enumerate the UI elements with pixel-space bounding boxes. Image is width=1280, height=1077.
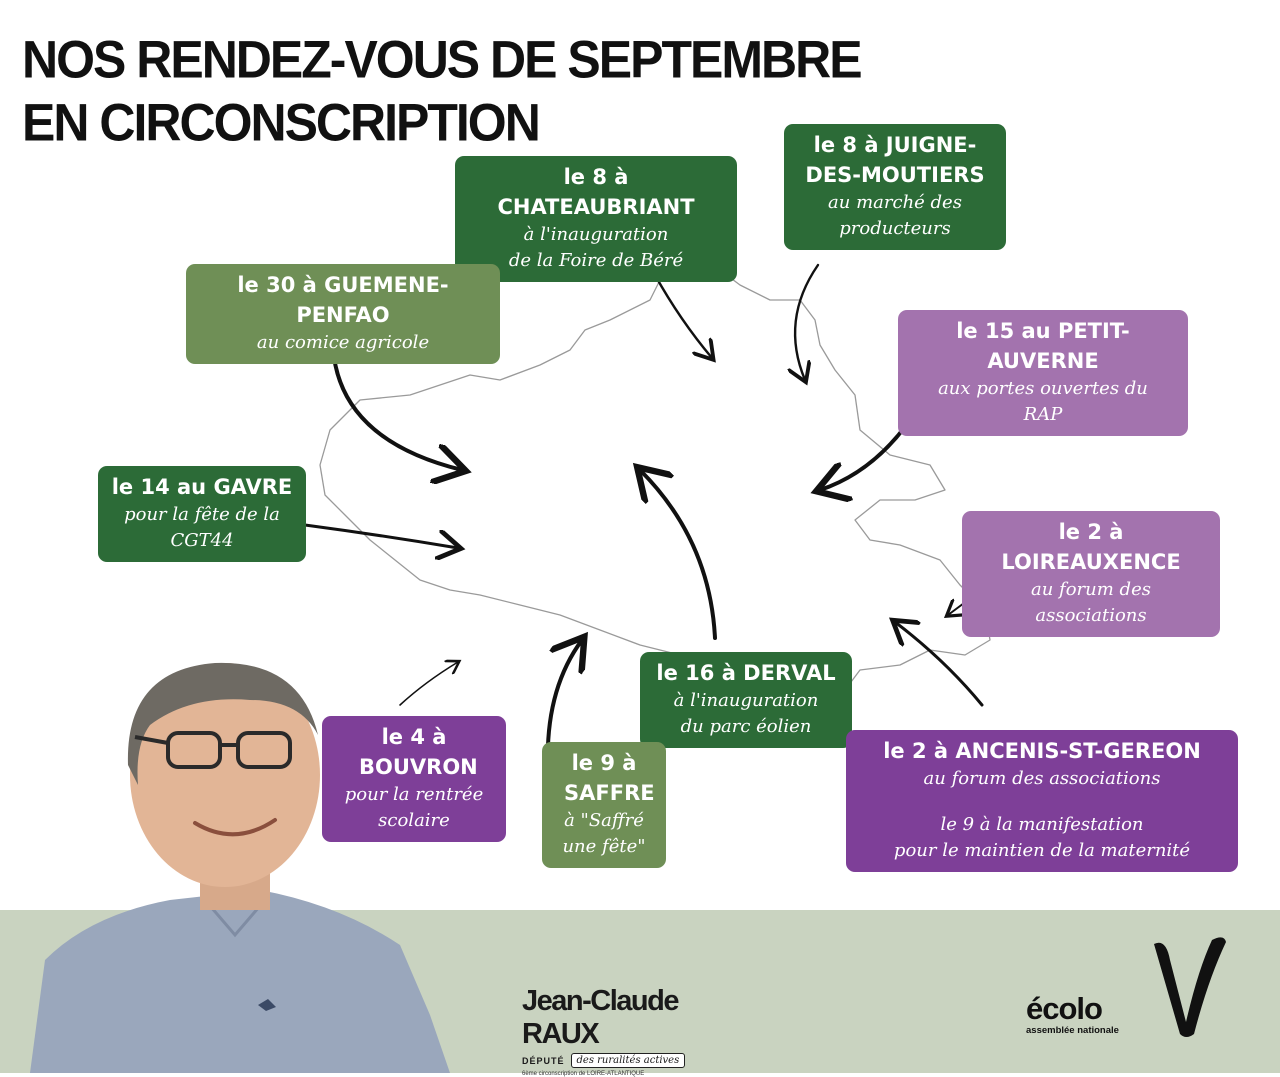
event-date-place: le 2 à LOIREAUXENCE xyxy=(1001,520,1181,574)
arrow-chateaubriant xyxy=(655,275,712,358)
event-date-place: le 8 à CHATEAUBRIANT xyxy=(497,165,695,219)
event-derval xyxy=(640,652,852,748)
event-date-place: le 15 au PETIT-AUVERNE xyxy=(956,319,1130,373)
event-desc: le 9 à la manifestation xyxy=(940,814,1144,835)
event-petit-auverne xyxy=(898,310,1188,436)
event-desc: une fête" xyxy=(562,836,646,857)
event-date-place: le 4 à BOUVRON xyxy=(359,725,478,779)
event-desc: du parc éolien xyxy=(680,716,812,737)
event-ancenis-st-gereon xyxy=(846,730,1238,872)
event-desc: pour la rentrée xyxy=(344,784,484,805)
deputy-tagline: des ruralités actives xyxy=(571,1053,686,1068)
deputy-photo xyxy=(0,615,478,1073)
arrow-derval xyxy=(640,470,715,638)
deputy-circonscription: 6ème circonscription de LOIRE-ATLANTIQUE xyxy=(522,1071,645,1077)
event-desc: RAP xyxy=(1023,404,1063,425)
event-desc: pour la fête de la xyxy=(124,504,280,525)
event-desc: au comice agricole xyxy=(256,332,430,353)
party-subtitle: assemblée nationale xyxy=(1026,1025,1119,1036)
page-title: NOS RENDEZ-VOUS DE SEPTEMBRE EN CIRCONSCRIPTION xyxy=(22,30,861,152)
deputy-brand xyxy=(522,985,752,1077)
arrow-gavre xyxy=(305,525,458,548)
event-juigne-des-moutiers xyxy=(784,124,1006,250)
event-desc: CGT44 xyxy=(170,530,234,551)
v-logo-icon xyxy=(1150,930,1230,1040)
event-date-place: le 16 à DERVAL xyxy=(656,661,836,685)
event-desc: à l'inauguration xyxy=(673,690,819,711)
party-name: écolo xyxy=(1026,991,1102,1026)
event-desc: associations xyxy=(1035,605,1147,626)
event-desc: au forum des associations xyxy=(923,768,1161,789)
event-date-place: le 8 à JUIGNE-DES-MOUTIERS xyxy=(805,133,985,187)
arrow-guemene xyxy=(333,348,462,470)
event-loireauxence xyxy=(962,511,1220,637)
event-desc: pour le maintien de la maternité xyxy=(893,840,1191,861)
event-gavre xyxy=(98,466,306,562)
event-desc: scolaire xyxy=(378,810,450,831)
event-desc: aux portes ouvertes du xyxy=(938,378,1148,399)
event-desc: producteurs xyxy=(839,218,951,239)
event-date-place: le 14 au GAVRE xyxy=(111,475,293,499)
event-date-place: le 2 à ANCENIS-ST-GEREON xyxy=(883,739,1201,763)
event-saffre xyxy=(542,742,666,868)
event-date-place: le 30 à GUEMENE-PENFAO xyxy=(237,273,449,327)
event-date-place: le 9 à SAFFRE xyxy=(564,751,655,805)
event-desc: au marché des xyxy=(828,192,962,213)
deputy-name: Jean-Claude RAUX xyxy=(522,985,678,1050)
event-guemene-penfao xyxy=(186,264,500,364)
deputy-role: DÉPUTÉ xyxy=(522,1055,565,1066)
ecolo-logo xyxy=(1026,993,1146,1036)
event-desc: à "Saffré xyxy=(564,810,644,831)
event-desc: de la Foire de Béré xyxy=(508,250,684,271)
event-desc: au forum des xyxy=(1031,579,1151,600)
arrow-juigne xyxy=(795,265,818,380)
event-desc: à l'inauguration xyxy=(523,224,669,245)
event-chateaubriant xyxy=(455,156,737,282)
